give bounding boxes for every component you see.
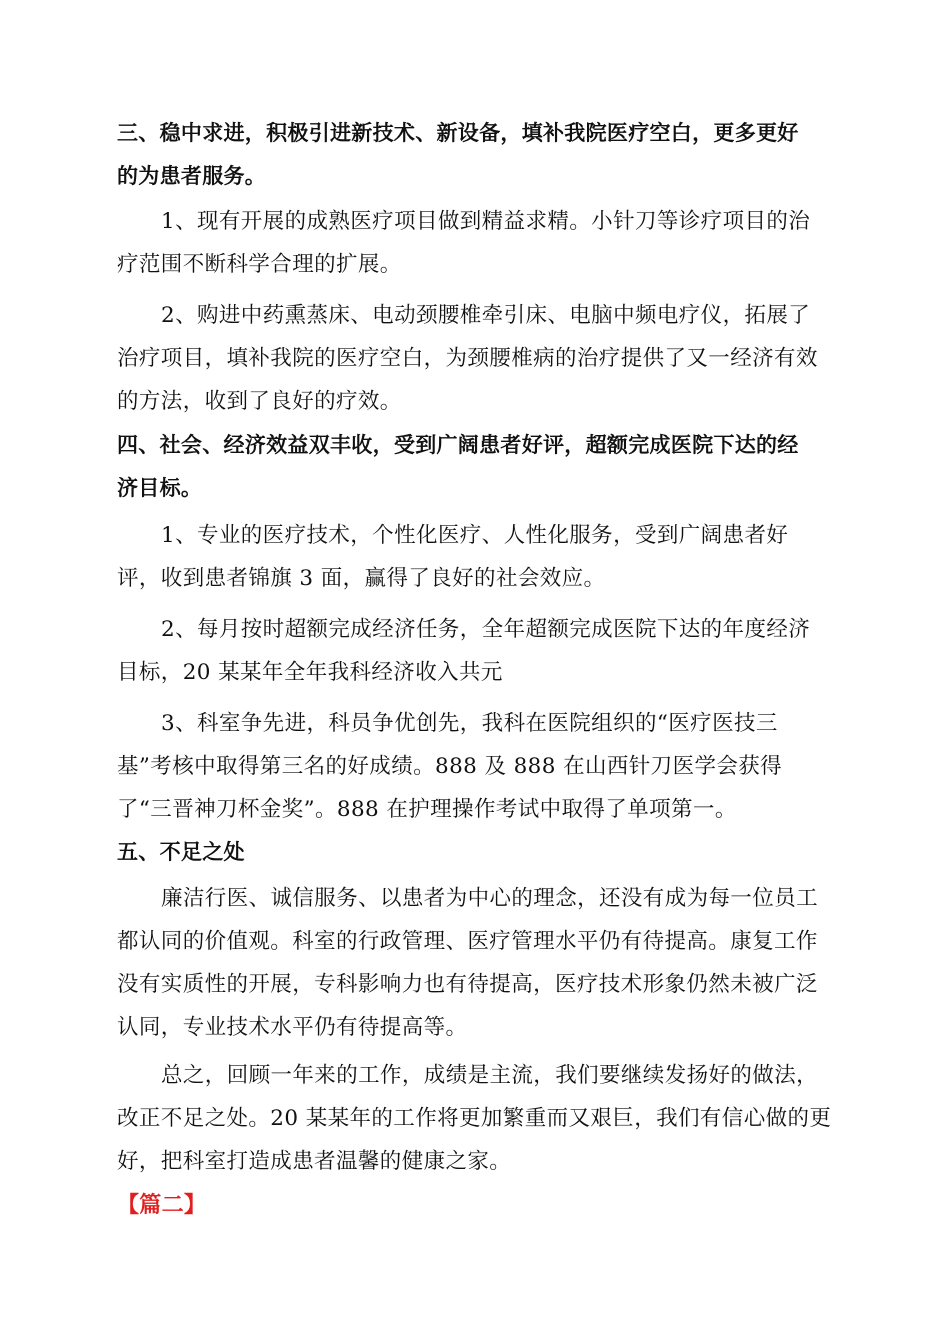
- section-4-paragraph-1: [117, 514, 837, 600]
- paragraph-line: 疗范围不断科学合理的扩展。: [117, 252, 402, 277]
- paragraph-line: 廉洁行医、诚信服务、以患者为中心的理念，还没有成为每一位员工: [161, 886, 819, 911]
- paragraph-line: 的方法，收到了良好的疗效。: [117, 389, 402, 414]
- paragraph-line: 治疗项目，填补我院的医疗空白，为颈腰椎病的治疗提供了又一经济有效: [117, 346, 818, 371]
- paragraph-line: 好，把科室打造成患者温馨的健康之家。: [117, 1149, 512, 1174]
- paragraph-line: 2、购进中药熏蒸床、电动颈腰椎牵引床、电脑中频电疗仪，拓展了: [161, 303, 811, 328]
- section-5-paragraph-1: [117, 877, 837, 1049]
- section-5-heading: 五、不足之处: [117, 840, 245, 864]
- paragraph-line: 认同，专业技术水平仍有待提高等。: [117, 1015, 468, 1040]
- paragraph-line: 没有实质性的开展，专科影响力也有待提高，医疗技术形象仍然未被广泛: [117, 972, 818, 997]
- paragraph-line: 评，收到患者锦旗 3 面，赢得了良好的社会效应。: [117, 566, 606, 591]
- paragraph-line: 1、专业的医疗技术，个性化医疗、人性化服务，受到广阔患者好: [161, 523, 789, 548]
- paragraph-line: 基”考核中取得第三名的好成绩。888 及 888 在山西针刀医学会获得: [117, 754, 783, 779]
- heading-line: 济目标。: [117, 476, 203, 500]
- paragraph-line: 总之，回顾一年来的工作，成绩是主流，我们要继续发扬好的做法，: [161, 1063, 819, 1088]
- paragraph-line: 2、每月按时超额完成经济任务，全年超额完成医院下达的年度经济: [161, 617, 811, 642]
- section-3-heading: [117, 112, 837, 198]
- paragraph-line: 都认同的价值观。科室的行政管理、医疗管理水平仍有待提高。康复工作: [117, 929, 818, 954]
- heading-line: 三、稳中求进，积极引进新技术、新设备，填补我院医疗空白，更多更好: [117, 121, 799, 145]
- heading-line: 四、社会、经济效益双丰收，受到广阔患者好评，超额完成医院下达的经: [117, 433, 799, 457]
- section-4-paragraph-2: [117, 608, 837, 694]
- section-5-paragraph-2: [117, 1054, 837, 1183]
- next-section-label: 【篇二】: [117, 1193, 207, 1218]
- section-3-paragraph-1: [117, 200, 837, 286]
- section-4-heading: [117, 424, 837, 510]
- heading-line: 的为患者服务。: [117, 164, 267, 188]
- paragraph-line: 了“三晋神刀杯金奖”。888 在护理操作考试中取得了单项第一。: [117, 797, 737, 822]
- paragraph-line: 1、现有开展的成熟医疗项目做到精益求精。小针刀等诊疗项目的治: [161, 209, 811, 234]
- paragraph-line: 3、科室争先进，科员争优创先，我科在医院组织的“医疗医技三: [161, 711, 778, 736]
- section-4-paragraph-3: [117, 702, 837, 831]
- section-3-paragraph-2: [117, 294, 837, 423]
- paragraph-line: 改正不足之处。20 某某年的工作将更加繁重而又艰巨，我们有信心做的更: [117, 1106, 832, 1131]
- paragraph-line: 目标，20 某某年全年我科经济收入共元: [117, 660, 503, 685]
